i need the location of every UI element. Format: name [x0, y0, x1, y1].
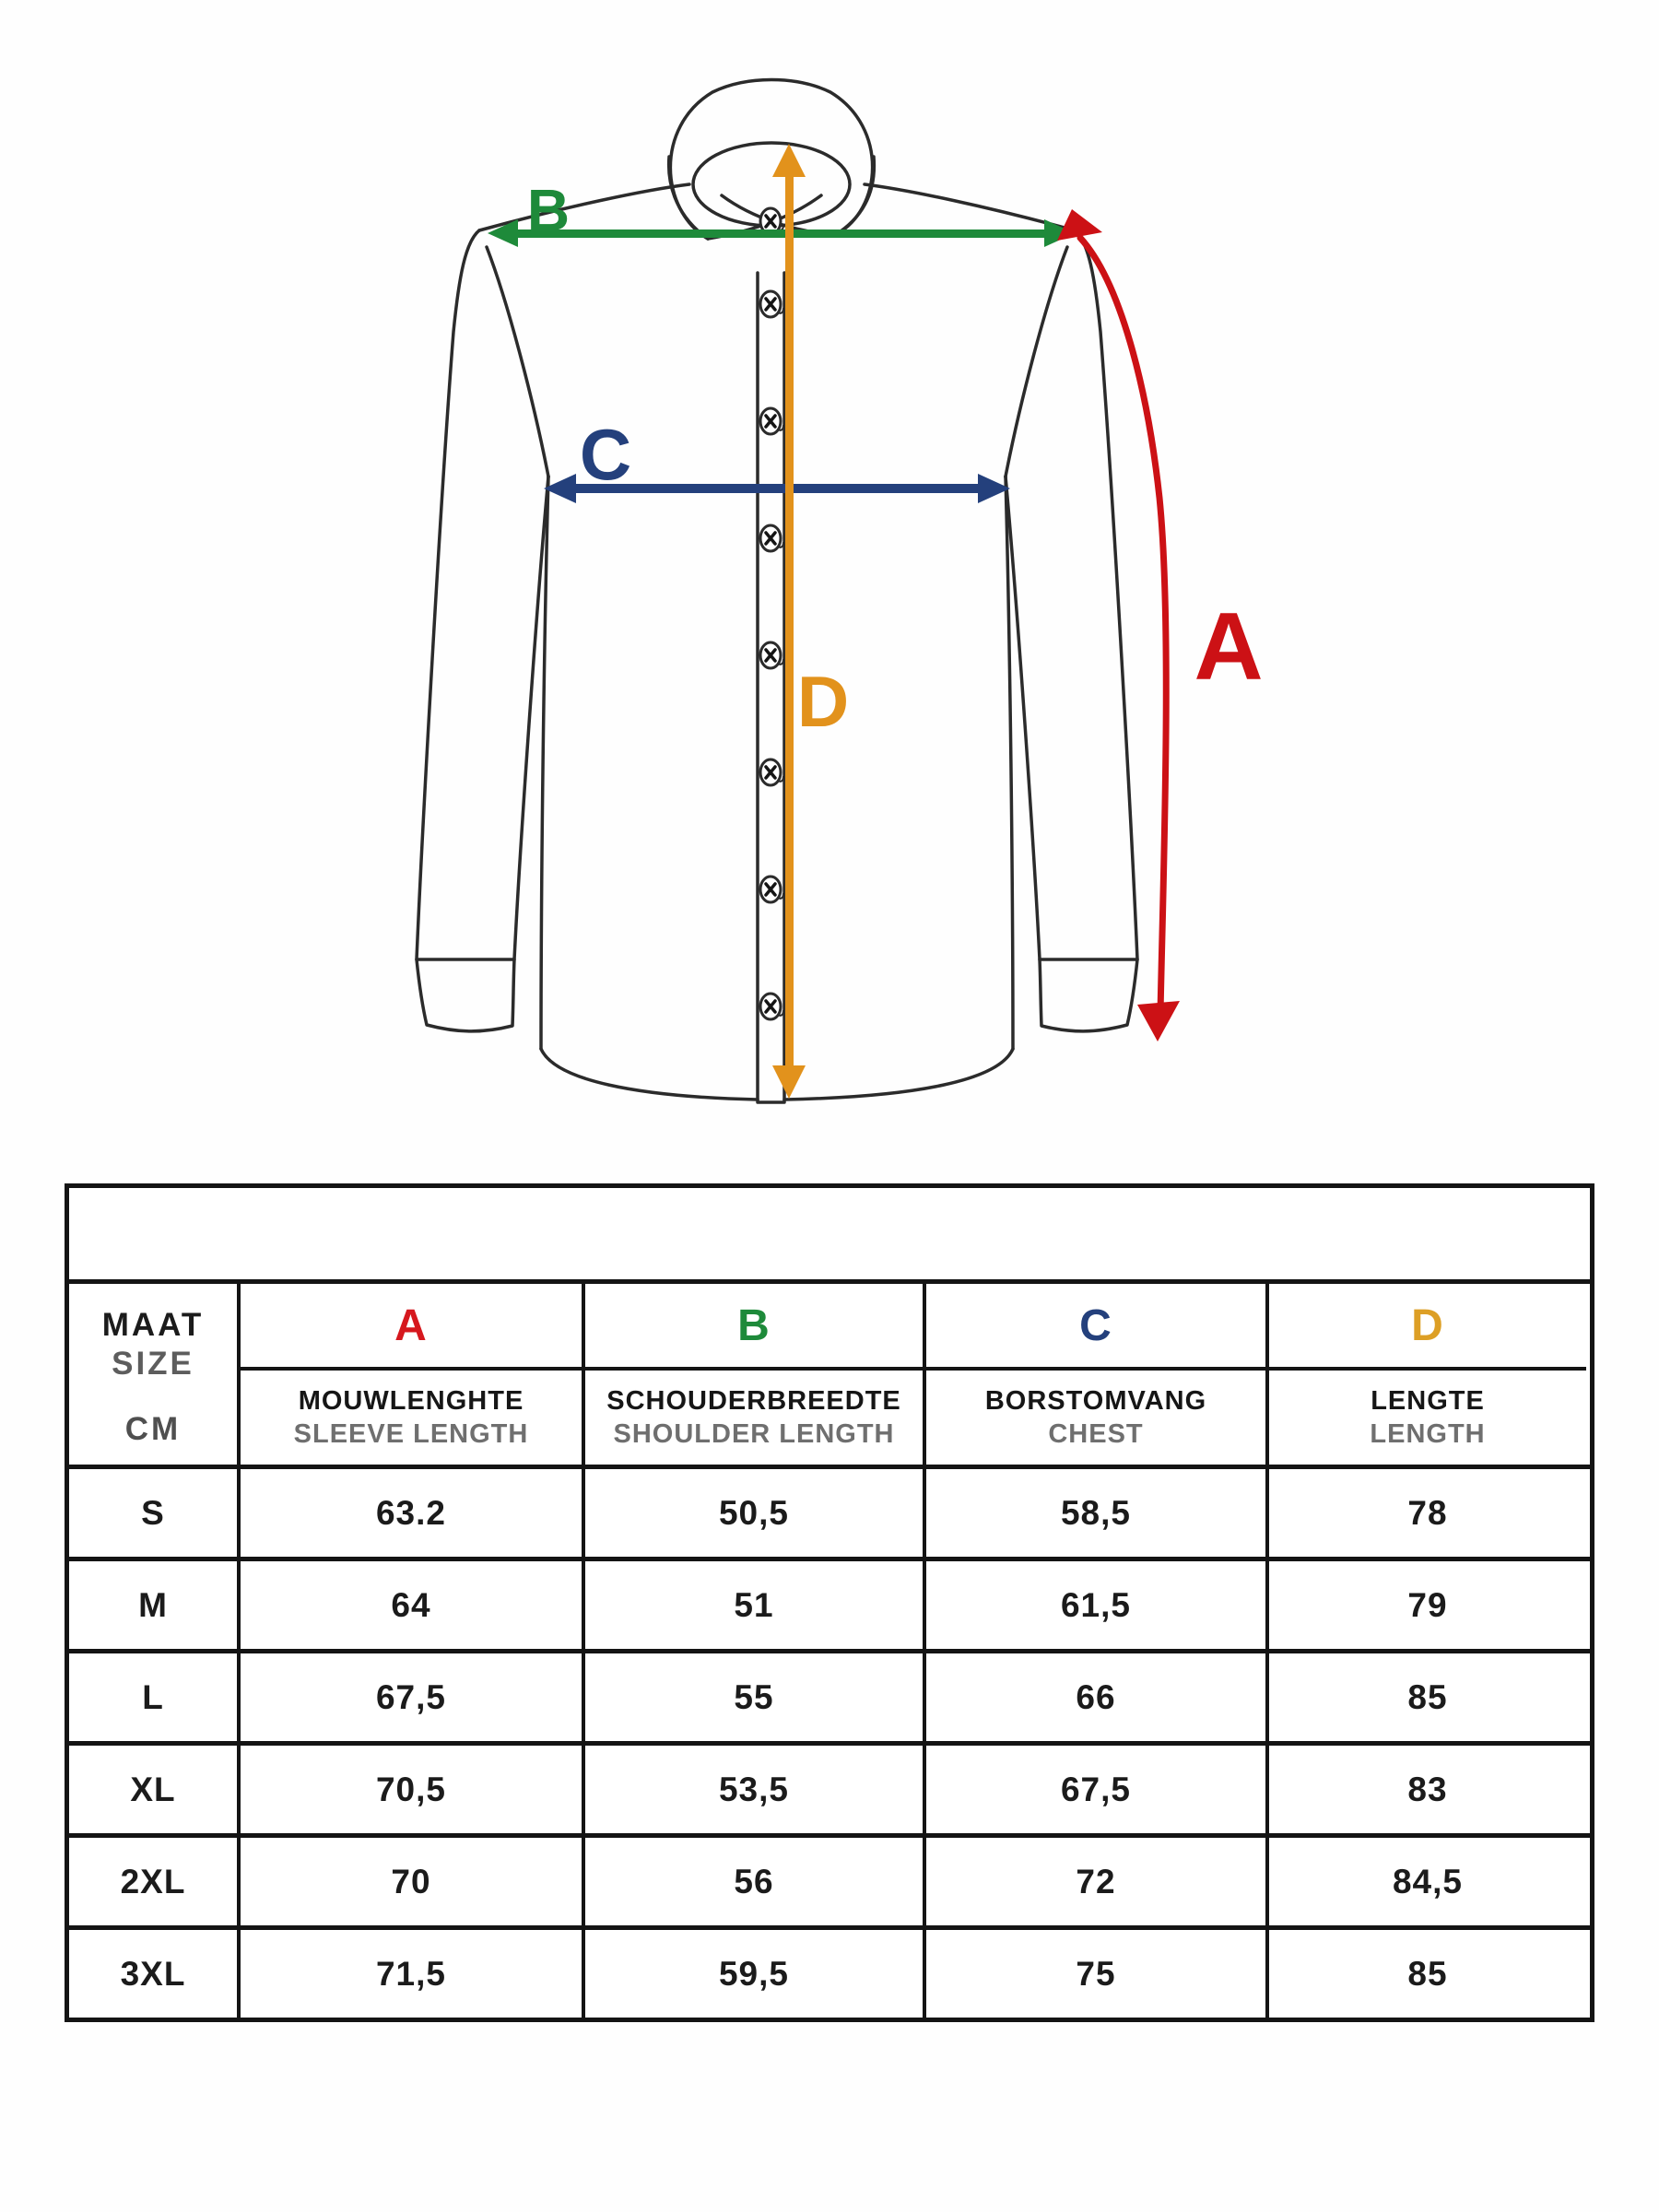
value-cell: 67,5: [241, 1653, 585, 1741]
button-icon: [760, 291, 783, 317]
hem-left: [541, 1049, 758, 1100]
value-cell: 83: [1407, 1770, 1448, 1808]
value-cell: 50,5: [585, 1469, 926, 1557]
size-cell: XL: [69, 1746, 241, 1833]
collar-point-left: [669, 157, 708, 239]
size-cell: S: [69, 1469, 241, 1557]
unit-label: CM: [124, 1411, 182, 1447]
value-cell: 67,5: [926, 1746, 1269, 1833]
button-icons: [760, 208, 783, 1019]
table-row-xl: [69, 1746, 1590, 1838]
table-row-m: [69, 1561, 1590, 1653]
label-c: C: [579, 414, 632, 495]
size-cell: M: [69, 1561, 241, 1649]
value-cell: 56: [585, 1838, 926, 1925]
label-d: D: [796, 661, 850, 742]
length-arrow-d: [772, 144, 806, 1099]
value-cell: 63.2: [241, 1469, 585, 1557]
table-row-l: [69, 1653, 1590, 1746]
button-icon: [760, 642, 783, 668]
value-cell: 70: [241, 1838, 585, 1925]
column-letter-b: B: [585, 1284, 923, 1371]
empty-header-band: [69, 1188, 1590, 1284]
measure-header-d: [1269, 1284, 1586, 1465]
label-b: B: [526, 177, 571, 243]
value-cell: 66: [926, 1653, 1269, 1741]
value-cell: 55: [585, 1653, 926, 1741]
button-icon: [760, 525, 783, 551]
label-a: A: [1194, 594, 1264, 700]
value-cell: 72: [926, 1838, 1269, 1925]
value-cell: 78: [1407, 1493, 1448, 1532]
button-icon: [760, 994, 783, 1019]
measure-header-c: [926, 1284, 1269, 1465]
armhole-right: [1006, 247, 1067, 477]
size-cell: 2XL: [69, 1838, 241, 1925]
button-icon: [760, 408, 783, 434]
table-row-2xl: [69, 1838, 1590, 1930]
shoulder-seam-right: [865, 184, 1075, 230]
size-table: [65, 1183, 1594, 2022]
table-row-3xl: [69, 1930, 1590, 2018]
cuff-right: [1040, 959, 1137, 1031]
column-name-en: CHEST: [1048, 1418, 1144, 1449]
armhole-left: [487, 247, 548, 477]
placket: [758, 273, 784, 1102]
column-name-nl: LENGTE: [1371, 1385, 1485, 1416]
sleeve-left-outer: [417, 230, 479, 959]
value-cell: 61,5: [926, 1561, 1269, 1649]
size-cell: 3XL: [69, 1930, 241, 2018]
value-cell: 70,5: [241, 1746, 585, 1833]
size-label-en: SIZE: [112, 1346, 194, 1382]
value-cell: 75: [926, 1930, 1269, 2018]
hem-right: [784, 1049, 1013, 1100]
cuff-left: [417, 959, 514, 1031]
column-name-en: LENGTH: [1370, 1418, 1486, 1449]
value-cell: 84,5: [1392, 1862, 1463, 1900]
value-cell: 58,5: [926, 1469, 1269, 1557]
value-cell: 59,5: [585, 1930, 926, 2018]
table-header-row: [69, 1284, 1590, 1469]
button-icon: [760, 759, 783, 785]
value-cell: 51: [585, 1561, 926, 1649]
value-cell: 64: [241, 1561, 585, 1649]
value-cell: 79: [1407, 1585, 1448, 1624]
column-letter-a: A: [241, 1284, 582, 1371]
value-cell: 85: [1407, 1677, 1448, 1716]
value-cell: 53,5: [585, 1746, 926, 1833]
measure-header-b: [585, 1284, 926, 1465]
column-name-en: SHOULDER LENGTH: [613, 1418, 895, 1449]
column-name-nl: MOUWLENGHTE: [298, 1385, 524, 1416]
column-letter-c: C: [926, 1284, 1265, 1371]
column-letter-d: D: [1269, 1284, 1586, 1371]
size-header-cell: [69, 1284, 241, 1465]
column-name-nl: SCHOUDERBREEDTE: [606, 1385, 901, 1416]
value-cell: 85: [1407, 1954, 1448, 1993]
table-row-s: [69, 1469, 1590, 1561]
size-cell: L: [69, 1653, 241, 1741]
measure-header-a: [241, 1284, 585, 1465]
value-cell: 71,5: [241, 1930, 585, 2018]
column-name-nl: BORSTOMVANG: [984, 1385, 1207, 1416]
button-icon: [760, 877, 783, 902]
size-label-nl: MAAT: [101, 1307, 205, 1343]
column-name-en: SLEEVE LENGTH: [293, 1418, 529, 1449]
collar-point-right: [835, 157, 874, 235]
